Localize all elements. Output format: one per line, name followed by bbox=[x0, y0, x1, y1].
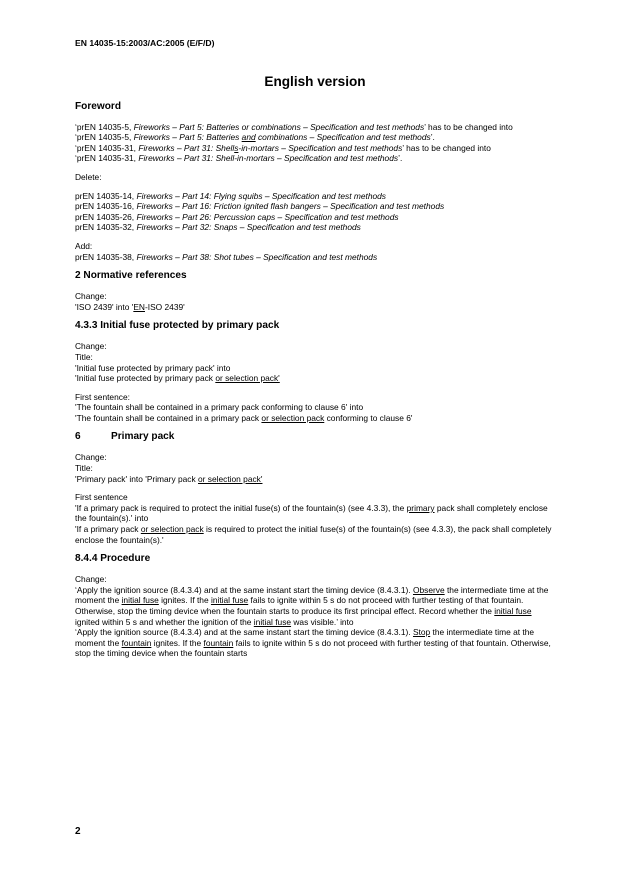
foreword-changes: ‘prEN 14035-5, Fireworks – Part 5: Batteries or combinations – Specification and test methods’ has to be changed into ‘prEN 14035-5, Fireworks – Part 5: Batteries and combinations – Specification and test methods’. ‘prEN 14035-31, Fireworks – Part 31: Shells-in-mortars – Specification and test methods’ has to be changed into ‘prEN 14035-31, Fireworks – Part 31: Shell-in-mortars – Specification and test methods’. bbox=[75, 121, 513, 164]
document-header: EN 14035-15:2003/AC:2005 (E/F/D) bbox=[75, 38, 215, 48]
list-item: prEN 14035-32, Fireworks – Part 32: Snaps – Specification and test methods bbox=[75, 222, 361, 233]
section-2-heading: 2 Normative references bbox=[75, 270, 187, 282]
section-433-sentence-change: First sentence: 'The fountain shall be contained in a primary pack conforming to clause 6' into 'The fountain shall be contained in a primary pack or selection pack conforming to clause 6' bbox=[75, 391, 413, 423]
section-433-heading: 4.3.3 Initial fuse protected by primary pack bbox=[75, 320, 280, 332]
section-844-body: Change: ‘Apply the ignition source (8.4.3.4) and at the same instant start the timing device (8.4.3.1). Observe the intermediate time at the moment the initial fuse ignites. If the initial fuse fails to ignite within 5 s do not proceed with further testing of that fountain. Otherwise, stop the timing device when the fountain starts to produce its first principal effect. Record whether the initial fuse ignited within 5 s and whether the ignition of the initial fuse was visible.’ into ‘Apply the ignition source (8.4.3.4) and at the same instant start the timing device (8.4.3.1). Stop the intermediate time at the moment the fountain ignites. If the fountain fails to ignite within 5 s do not proceed with further testing of that fountain. Otherwise, stop the timing device when the fountain starts bbox=[75, 574, 551, 659]
add-block: Add: prEN 14035-38, Fireworks – Part 38: Shot tubes – Specification and test methods bbox=[75, 240, 378, 262]
delete-label: Delete: bbox=[75, 171, 102, 182]
section-6-title-change: Change: Title: 'Primary pack' into 'Primary pack or selection pack' bbox=[75, 452, 263, 484]
foreword-heading: Foreword bbox=[75, 100, 121, 112]
section-2-body: Change: 'ISO 2439' into 'EN-ISO 2439' bbox=[75, 291, 185, 312]
document-page bbox=[75, 38, 555, 667]
list-item: prEN 14035-26, Fireworks – Part 26: Percussion caps – Specification and test methods bbox=[75, 211, 399, 222]
page-title: English version bbox=[264, 73, 366, 89]
list-item: prEN 14035-16, Fireworks – Part 16: Friction ignited flash bangers – Specification and test methods bbox=[75, 201, 445, 212]
page-number: 2 bbox=[75, 826, 81, 837]
section-6-sentence-change: First sentence 'If a primary pack is required to protect the initial fuse(s) of the fountain(s) (see 4.3.3), the primary pack shall completely enclose the fountain(s).' into 'If a primary pack or selection pack is required to protect the initial fuse(s) of the fountain(s) (see 4.3.3), the pack shall completely enclose the fountain(s).' bbox=[75, 492, 552, 545]
section-6-heading: 6 Primary pack bbox=[75, 431, 175, 443]
section-433-title-change: Change: Title: 'Initial fuse protected by primary pack' into 'Initial fuse protected by primary pack or selection pack' bbox=[75, 341, 280, 384]
delete-list bbox=[75, 191, 555, 233]
list-item: prEN 14035-14, Fireworks – Part 14: Flying squibs – Specification and test methods bbox=[75, 190, 386, 201]
section-844-heading: 8.4.4 Procedure bbox=[75, 553, 151, 565]
